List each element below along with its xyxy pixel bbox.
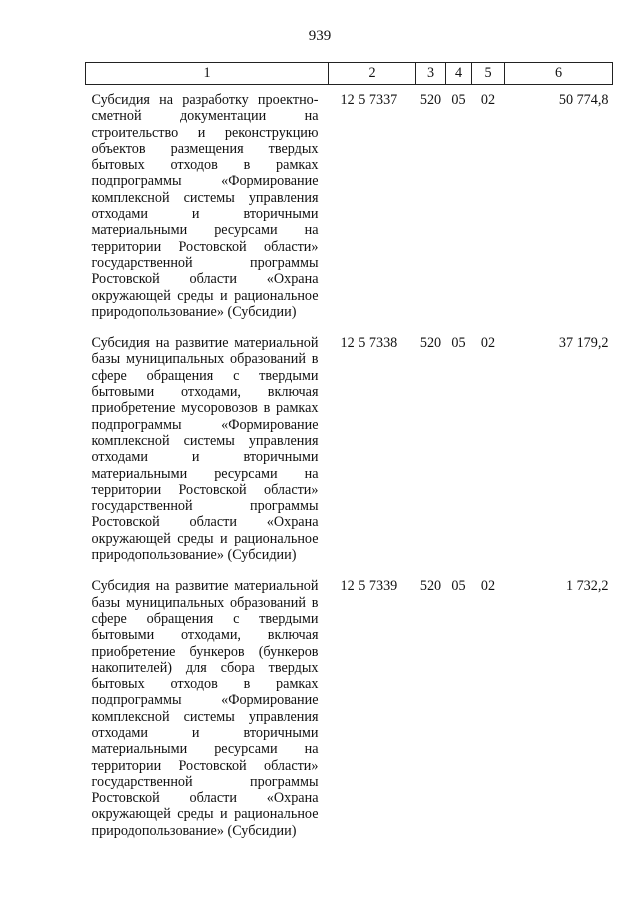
row-amount: 37 179,2 <box>558 335 609 352</box>
header-col-4: 4 <box>446 63 472 85</box>
row-description: Субсидия на развитие материальной базы муниципальных образований в сфере обращения с твердыми бытовыми отходами, включая приобретение мусоровозов в рамках подпрограммы «Формирование комплексной системы управления отходами и вторичными материальными ресурсами на территории Ростовской области» государственной программы Ростовской области «Охрана окружающей среды и рациональное природопользование» (Субсидии) <box>91 335 319 564</box>
table-row <box>86 571 613 847</box>
row-col-5: 02 <box>480 578 496 595</box>
table-row <box>86 328 613 571</box>
row-code: 12 5 7337 <box>340 92 398 108</box>
row-amount: 1 732,2 <box>565 578 609 595</box>
row-col-3: 520 <box>419 335 442 352</box>
row-col-3: 520 <box>419 578 442 595</box>
row-col-4: 05 <box>451 335 466 352</box>
row-col-4: 05 <box>451 578 466 595</box>
budget-table <box>85 62 613 847</box>
table-row <box>86 85 613 329</box>
header-col-2: 2 <box>329 63 416 85</box>
header-col-6: 6 <box>505 63 613 85</box>
row-col-4: 05 <box>451 92 466 108</box>
page-number: 939 <box>308 28 332 44</box>
row-col-5: 02 <box>480 335 496 352</box>
row-description: Субсидия на развитие материальной базы муниципальных образований в сфере обращения с твердыми бытовыми отходами, включая приобретение бункеров (бункеров накопителей) для сбора твердых бытовых отходов в рамках подпрограммы «Формирование комплексной системы управления отходами и вторичными материальными ресурсами на территории Ростовской области» государственной программы Ростовской области «Охрана окружающей среды и рациональное природопользование» (Субсидии) <box>91 578 319 839</box>
header-col-3: 3 <box>416 63 446 85</box>
row-code: 12 5 7339 <box>340 578 398 595</box>
row-col-5: 02 <box>480 92 496 108</box>
header-col-5: 5 <box>472 63 505 85</box>
table-header-row <box>86 63 613 85</box>
row-description: Субсидия на разработку проектно-сметной документации на строительство и реконструкцию объектов размещения твердых бытовых отходов в рамках подпрограммы «Формирование комплексной системы управления отходами и вторичными материальными ресурсами на территории Ростовской области» государственной программы Ростовской области «Охрана окружающей среды и рациональное природопользование» (Субсидии) <box>91 92 319 320</box>
row-amount: 50 774,8 <box>558 92 609 108</box>
header-col-1: 1 <box>86 63 329 85</box>
row-col-3: 520 <box>419 92 442 108</box>
row-code: 12 5 7338 <box>340 335 398 352</box>
